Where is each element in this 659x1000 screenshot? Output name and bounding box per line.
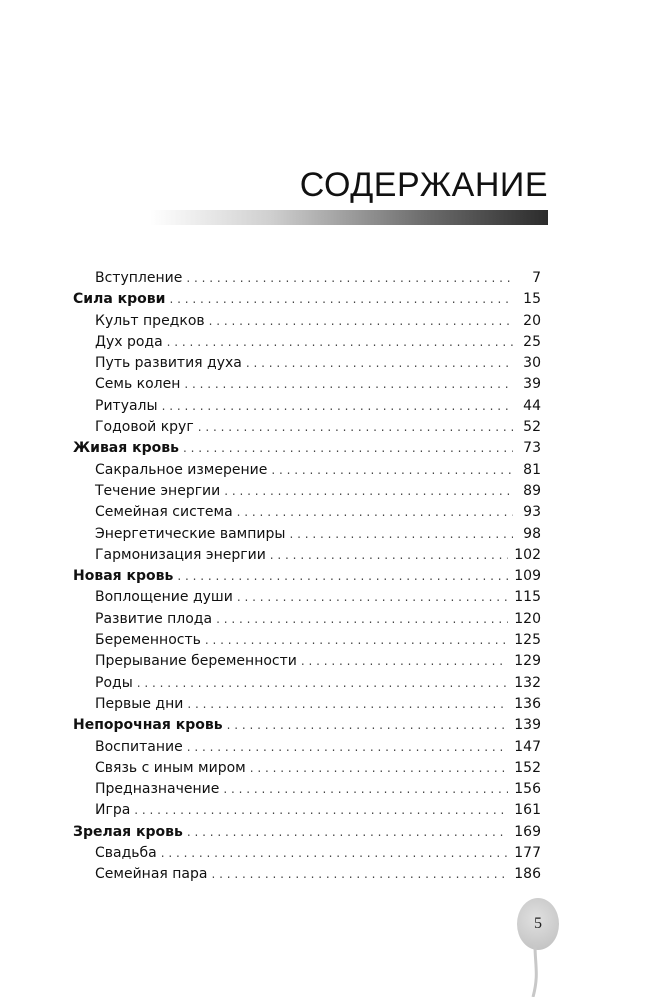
toc-entry-page: 136	[514, 695, 541, 712]
dot-leader	[137, 673, 509, 694]
toc-entry-title: Сила крови	[73, 291, 166, 308]
toc-entry	[73, 396, 541, 417]
toc-entry-page: 156	[514, 781, 541, 798]
toc-entry	[73, 737, 541, 758]
dot-leader	[227, 715, 509, 736]
toc-entry-page: 30	[523, 355, 541, 372]
toc-entry-page: 93	[523, 504, 541, 521]
toc-entry	[73, 843, 541, 864]
dot-leader	[246, 353, 513, 374]
dot-leader	[177, 566, 508, 587]
toc-entry-title: Живая кровь	[73, 440, 179, 457]
toc-entry-title: Воплощение души	[95, 589, 233, 606]
dot-leader	[169, 289, 513, 310]
toc-entry-page: 44	[523, 397, 541, 414]
toc-entry-page: 186	[514, 866, 541, 883]
toc-entry	[73, 800, 541, 821]
dot-leader	[186, 268, 513, 289]
toc-entry-title: Беременность	[95, 632, 201, 649]
toc-section-entry	[73, 715, 541, 736]
toc-entry-page: 25	[523, 333, 541, 350]
page-number: 5	[534, 915, 542, 932]
dot-leader	[216, 609, 508, 630]
toc-section-entry	[73, 822, 541, 843]
toc-entry	[73, 311, 541, 332]
toc-entry-title: Семь колен	[95, 376, 181, 393]
toc-entry	[73, 353, 541, 374]
dot-leader	[184, 374, 513, 395]
toc-entry	[73, 758, 541, 779]
toc-entry	[73, 779, 541, 800]
dot-leader	[209, 311, 513, 332]
toc-entry-title: Предназначение	[95, 781, 220, 798]
dot-leader	[205, 630, 508, 651]
toc-entry-page: 125	[514, 632, 541, 649]
toc-entry-page: 169	[514, 823, 541, 840]
toc-entry-page: 81	[523, 461, 541, 478]
toc-entry-page: 98	[523, 525, 541, 542]
toc-entry	[73, 268, 541, 289]
toc-entry-title: Годовой круг	[95, 419, 194, 436]
title-gradient-rule	[150, 210, 548, 225]
toc-entry-title: Непорочная кровь	[73, 717, 223, 734]
toc-entry-title: Свадьба	[95, 845, 157, 862]
dot-leader	[167, 332, 513, 353]
toc-entry-page: 152	[514, 759, 541, 776]
toc-entry	[73, 545, 541, 566]
toc-section-entry	[73, 438, 541, 459]
dot-leader	[211, 864, 508, 885]
toc-entry-page: 129	[514, 653, 541, 670]
toc-entry-page: 20	[523, 312, 541, 329]
toc-entry	[73, 460, 541, 481]
dot-leader	[187, 694, 508, 715]
dot-leader	[301, 651, 508, 672]
toc-entry-page: 161	[514, 802, 541, 819]
toc-entry	[73, 609, 541, 630]
toc-entry-title: Течение энергии	[95, 482, 221, 499]
toc-entry-title: Вступление	[95, 270, 183, 286]
page-number-badge	[517, 898, 559, 950]
toc-entry-title: Новая кровь	[73, 568, 174, 585]
dot-leader	[161, 843, 509, 864]
toc-entry-title: Воспитание	[95, 738, 183, 755]
toc-entry-page: 147	[514, 738, 541, 755]
dot-leader	[187, 737, 509, 758]
dot-leader	[223, 779, 508, 800]
dot-leader	[183, 438, 513, 459]
dot-leader	[237, 587, 508, 608]
toc-entry-title: Дух рода	[95, 333, 163, 350]
toc-entry-title: Ритуалы	[95, 397, 158, 414]
toc-entry-title: Энергетические вампиры	[95, 525, 286, 542]
toc-entry	[73, 332, 541, 353]
toc-entry-title: Первые дни	[95, 695, 184, 712]
toc-entry-title: Прерывание беременности	[95, 653, 297, 670]
toc-entry-page: 177	[514, 845, 541, 862]
toc-entry-title: Семейная пара	[95, 866, 208, 883]
toc-entry	[73, 481, 541, 502]
toc-entry-title: Игра	[95, 802, 131, 819]
toc-entry-page: 7	[532, 270, 541, 286]
toc-entry	[73, 673, 541, 694]
toc-entry	[73, 630, 541, 651]
toc-entry	[73, 374, 541, 395]
dot-leader	[198, 417, 513, 438]
toc-entry	[73, 524, 541, 545]
toc-entry-title: Семейная система	[95, 504, 233, 521]
dot-leader	[250, 758, 509, 779]
toc-entry-title: Культ предков	[95, 312, 205, 329]
toc-entry	[73, 864, 541, 885]
dot-leader	[162, 396, 513, 417]
toc-entry-title: Зрелая кровь	[73, 823, 183, 840]
toc-entry-title: Развитие плода	[95, 610, 213, 627]
toc-entry-page: 132	[514, 674, 541, 691]
toc-entry	[73, 502, 541, 523]
toc-entry-page: 15	[523, 291, 541, 308]
page-title: СОДЕРЖАНИЕ	[299, 166, 548, 204]
toc-entry-title: Связь с иным миром	[95, 759, 246, 776]
dot-leader	[134, 800, 508, 821]
toc-entry-page: 115	[514, 589, 541, 606]
toc-entry-page: 139	[514, 717, 541, 734]
toc-section-entry	[73, 566, 541, 587]
dot-leader	[237, 502, 513, 523]
dot-leader	[187, 822, 508, 843]
toc-entry-page: 102	[514, 546, 541, 563]
toc-entry	[73, 587, 541, 608]
toc-entry	[73, 417, 541, 438]
dot-leader	[270, 545, 508, 566]
toc-entry	[73, 651, 541, 672]
toc-entry-page: 109	[514, 568, 541, 585]
toc-entry-title: Сакральное измерение	[95, 461, 268, 478]
toc-entry-page: 73	[523, 440, 541, 457]
dot-leader	[271, 460, 513, 481]
dot-leader	[224, 481, 513, 502]
toc-entry	[73, 694, 541, 715]
toc-entry-page: 52	[523, 419, 541, 436]
toc-entry-title: Путь развития духа	[95, 355, 242, 372]
toc-entry-page: 120	[514, 610, 541, 627]
drop-tail-decoration	[531, 945, 545, 997]
toc-entry-title: Роды	[95, 674, 133, 691]
toc-section-entry	[73, 289, 541, 310]
toc-entry-page: 89	[523, 482, 541, 499]
toc-entry-page: 39	[523, 376, 541, 393]
table-of-contents	[73, 268, 541, 886]
dot-leader	[289, 524, 513, 545]
toc-entry-title: Гармонизация энергии	[95, 546, 266, 563]
